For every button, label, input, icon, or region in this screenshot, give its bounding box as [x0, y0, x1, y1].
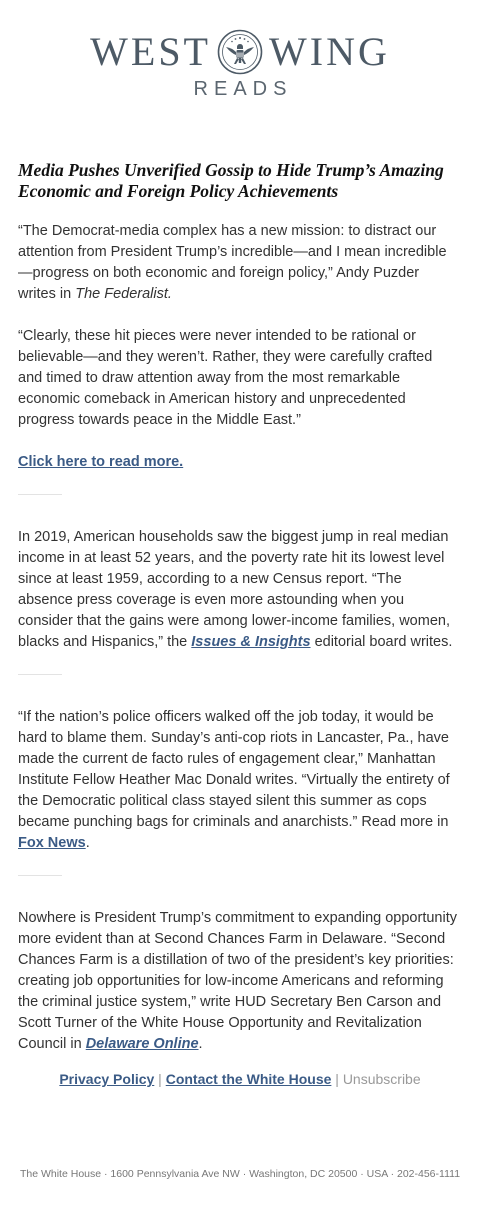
lead-paragraph-text: “The Democrat-media complex has a new mission: to distract our attention from President Trump’s incredible—and I mean incredible—progress on both economic and foreign policy,” Andy Puzder writes in [18, 223, 447, 302]
unsubscribe-link[interactable]: Unsubscribe [342, 1071, 421, 1087]
brand-subtitle: READS [193, 78, 293, 100]
privacy-policy-link[interactable]: Privacy Policy [59, 1071, 155, 1087]
census-item [18, 527, 458, 653]
brand-word-wing: WING [269, 29, 390, 74]
footer-separator: | [154, 1071, 166, 1087]
police-item-tail: . [85, 835, 90, 851]
brand-logo [0, 28, 480, 76]
presidential-seal-icon [217, 29, 263, 75]
section-divider [18, 674, 62, 675]
footer-links [0, 1069, 480, 1089]
delaware-online-link[interactable]: Delaware Online [85, 1036, 199, 1052]
census-item-tail: editorial board writes. [310, 634, 453, 650]
read-more-paragraph [18, 452, 458, 473]
source-the-federalist: The Federalist. [75, 286, 172, 302]
article-headline: Media Pushes Unverified Gossip to Hide Trump’s Amazing Economic and Foreign Policy Achievements [18, 160, 444, 201]
issues-insights-link[interactable]: Issues & Insights [191, 634, 311, 650]
fox-news-link[interactable]: Fox News [18, 835, 86, 851]
read-more-link[interactable]: Click here to read more. [18, 454, 184, 470]
contact-white-house-link[interactable]: Contact the White House [165, 1071, 332, 1087]
police-item [18, 707, 458, 854]
footer-address: The White House · 1600 Pennsylvania Ave NW · Washington, DC 20500 · USA · 202-456-1111 [19, 1168, 461, 1180]
footer-separator: | [331, 1071, 343, 1087]
brand-word-west: WEST [90, 29, 211, 74]
lead-paragraph [18, 221, 458, 305]
section-divider [18, 494, 62, 495]
census-item-text: In 2019, American households saw the biggest jump in real median income in at least 52 years, and the poverty rate hit its lowest level since at least 1959, according to a new Census report. “The absence press coverage is even more astounding when you consider that the gains were among lower-income families, women, blacks and Hispanics,” the [18, 529, 450, 650]
farm-item-tail: . [198, 1036, 203, 1052]
newsletter-content [18, 160, 458, 1076]
masthead [0, 28, 480, 101]
section-divider [18, 875, 62, 876]
farm-item-text: Nowhere is President Trump’s commitment to expanding opportunity more evident than at Second Chances Farm in Delaware. “Second Chances Farm is a distillation of two of the president’s key priorities: creating job opportunities for low-income Americans and reforming the criminal justice system,” write HUD Secretary Ben Carson and Scott Turner of the White House Opportunity and Revitalization Council in [18, 910, 457, 1052]
police-item-text: “If the nation’s police officers walked off the job today, it would be hard to blame them. Sunday’s anti-cop riots in Lancaster, Pa., have made the current de facto rules of engagement clear,” Manhattan Institute Fellow Heather Mac Donald writes. “Virtually the entirety of the Democratic political class stayed silent this summer as cops became punching bags for criminals and anarchists.” Read more in [18, 709, 450, 830]
quote-paragraph: “Clearly, these hit pieces were never intended to be rational or believable—and they weren’t. Rather, they were carefully crafted and timed to draw attention away from the most remarkable economic comeback in American history and unprecedented progress towards peace in the Middle East.” [18, 328, 433, 428]
farm-item [18, 908, 458, 1055]
